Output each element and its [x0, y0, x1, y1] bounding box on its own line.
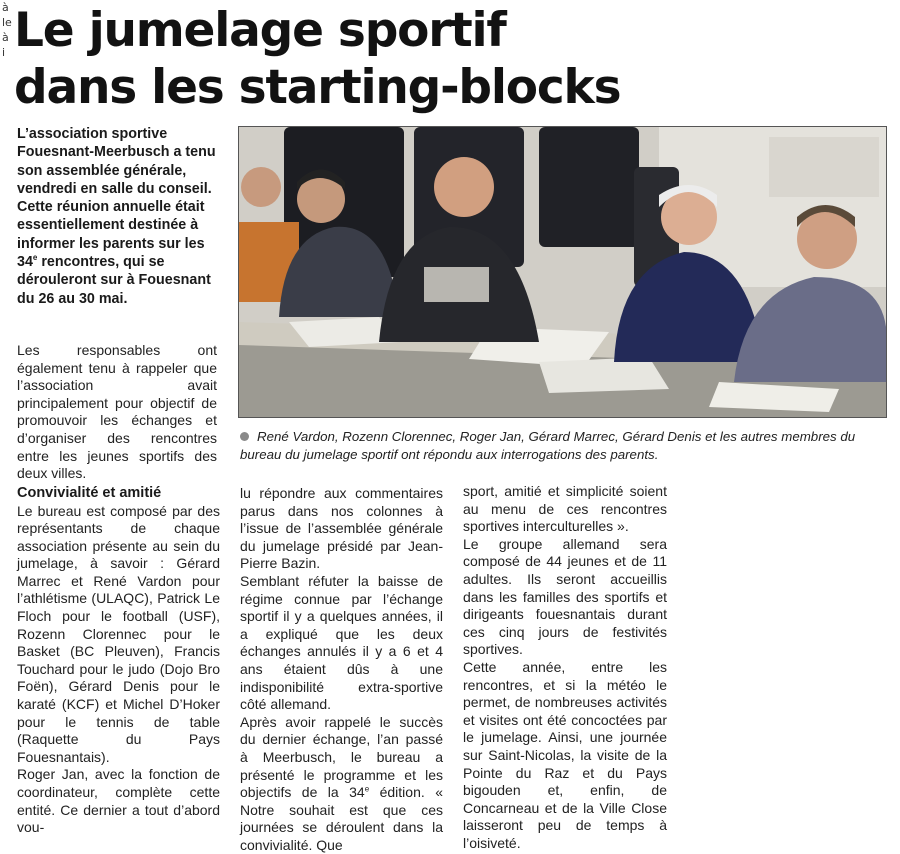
edge-mark: le [2, 16, 12, 29]
caption-text: René Vardon, Rozenn Clorennec, Roger Jan, Gérard Marrec, Gérard Denis et les autres membres du bureau du jumelage sportif ont répondu aux interrogations des parents. [240, 429, 856, 462]
superscript: e [364, 784, 370, 794]
lead-text: rencontres, qui se dérouleront sur à Fouesnant du 26 au 30 mai. [17, 254, 211, 307]
edge-mark: à [2, 31, 9, 44]
paragraph-text: édition. « Notre souhait est que ces journées se déroulent dans la convivialité. Que [240, 784, 443, 853]
body-paragraph: lu répondre aux commentaires parus dans nos colonnes à l’issue de l’assemblée générale du jumelage présidé par Jean-Pierre Bazin. [240, 485, 443, 572]
headline-line-2: dans les starting-blocks [14, 60, 621, 115]
article-column-1 [17, 485, 220, 837]
superscript: e [32, 253, 38, 263]
body-paragraph: Semblant réfuter la baisse de régime connue par l’échange sportif il y a quelques années, il a expliqué que les deux échanges annulés il y a 6 et 4 ans étaient dûs à une indisponibilité extra-sportive côté allemand. [240, 572, 443, 713]
lead-paragraph [17, 125, 217, 308]
body-paragraph: Cette année, entre les rencontres, et si la météo le permet, de nombreuses activités et visites ont été concoctées par le jumelage. Ainsi, une journée sur Saint-Nicolas, la visite de la Pointe du Raz et du Pays bigouden et, enfin, de Concarneau et de la Ville Close laisseront peu de temps à l’oisiveté. [463, 658, 667, 851]
headline-line-1: Le jumelage sportif [14, 3, 506, 58]
edge-mark: à [2, 1, 9, 14]
body-paragraph: sport, amitié et simplicité soient au menu de ces rencontres sportives interculturelles ». [463, 483, 667, 535]
body-paragraph [240, 714, 443, 854]
lead-text: L’association sportive Fouesnant-Meerbusch a tenu son assemblée générale, vendredi en salle du conseil. Cette réunion annuelle était essentiellement destinée à informer les parents sur les 34 [17, 126, 216, 271]
article-photo [238, 126, 887, 418]
bullet-icon [240, 432, 249, 441]
edge-mark: i [2, 46, 6, 59]
body-paragraph: Le groupe allemand sera composé de 44 jeunes et de 11 adultes. Ils seront accueillis dans les familles des sportifs et dirigeants fouesnantais durant ces cinq jours de festivités sportives. [463, 535, 667, 658]
body-paragraph: Les responsables ont également tenu à rappeler que l’association avait principalement pour objectif de promouvoir les échanges et d’organiser des rencontres entre les jeunes sportifs des deux villes. [17, 342, 217, 482]
intro-paragraph [17, 342, 217, 483]
headline [14, 2, 620, 116]
body-paragraph: Le bureau est composé par des représentants de chaque association présente au sein du jumelage, à savoir : Gérard Marrec et René Vardon pour l’athlétisme (ULAQC), Patrick Le Floch pour le football (USF), Rozenn Clorennec pour le Basket (BC Pleuven), Francis Touchard pour le judo (Dojo Bro Foën), Gérard Denis pour le karaté (KCF) et Michel D’Hoker pour le tennis de table (Raquette du Pays Fouesnantais). [17, 502, 220, 765]
article-column-2 [240, 485, 443, 854]
photo-caption [240, 428, 888, 463]
article-column-3 [463, 483, 667, 852]
section-subheading: Convivialité et amitié [17, 485, 162, 501]
body-paragraph: Roger Jan, avec la fonction de coordinateur, complète cette entité. Ce dernier a tout d’abord vou- [17, 766, 220, 836]
meeting-photo-illustration [239, 127, 886, 417]
paragraph-text: Après avoir rappelé le succès du dernier échange, l’an passé à Meerbusch, le bureau a présenté le programme et les objectifs de la 34 [240, 713, 443, 801]
